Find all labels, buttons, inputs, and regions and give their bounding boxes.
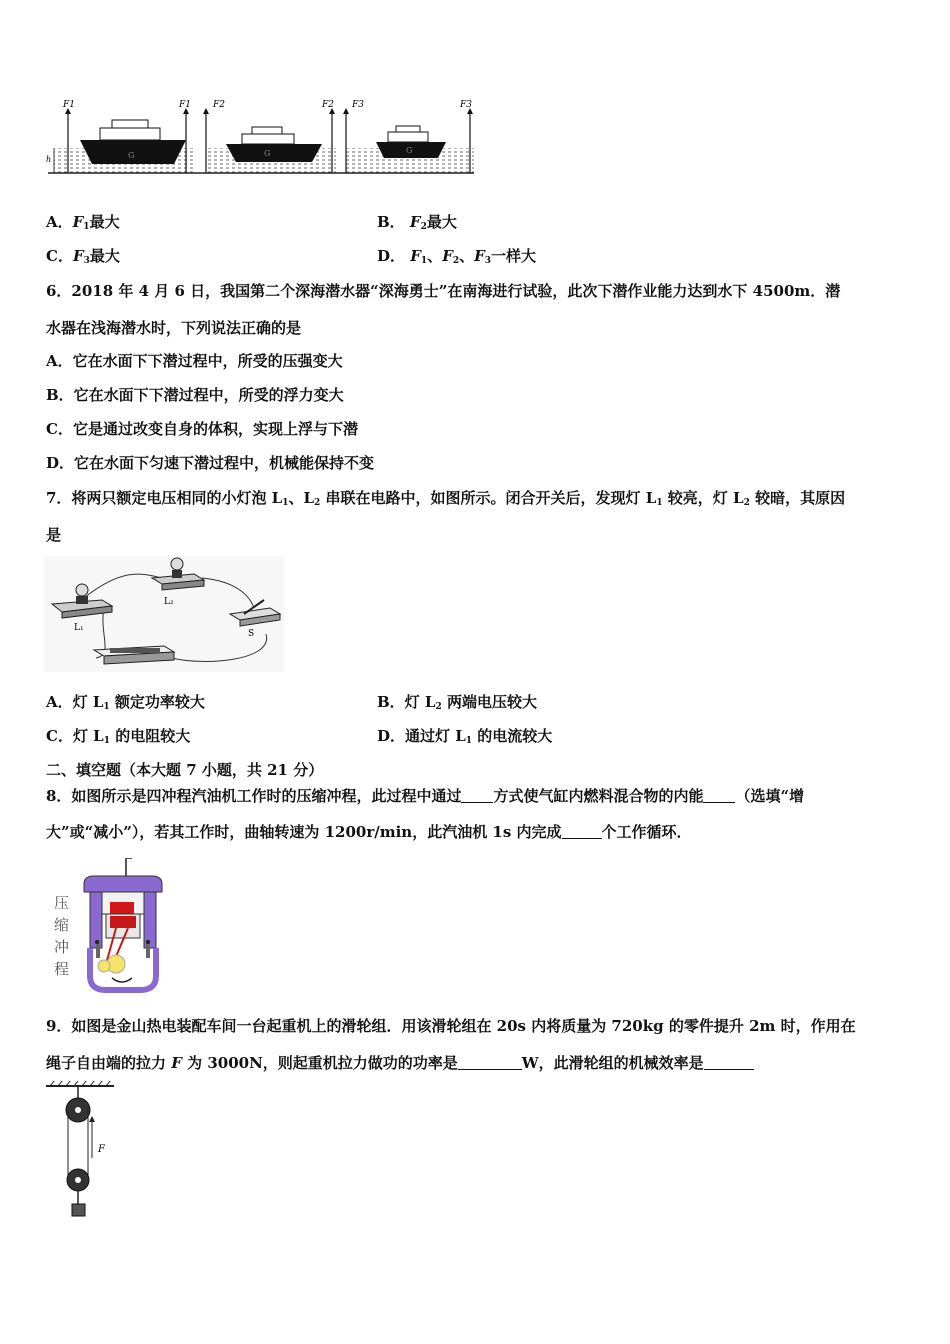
q6-option-a[interactable]: A．它在水面下下潜过程中，所受的压强变大: [46, 352, 343, 370]
q8-stem-line1: 8．如图所示是四冲程汽油机工作时的压缩冲程，此过程中通过 方式使气缸内燃料混合物的内能 （选填“增: [46, 787, 805, 805]
q6-option-d[interactable]: D．它在水面下匀速下潜过程中，机械能保持不变: [46, 454, 375, 472]
boat-panel-2: [203, 100, 336, 173]
q9-pulley-figure: [44, 1080, 118, 1224]
q5-option-d[interactable]: D． $F_1$、$F_2$、$F_3$一样大: [377, 247, 537, 266]
g1-label: G: [128, 151, 135, 160]
q5-boats-figure: [46, 98, 476, 178]
q9-stem-line2: 绳子自由端的拉力 F 为 3000N，则起重机拉力做功的功率是 W，此滑轮组的机械效率是: [46, 1053, 754, 1073]
compression-label-vertical: 压 缩 冲 程: [54, 894, 70, 978]
q5-option-c[interactable]: C．$F_3$最大: [46, 247, 120, 266]
q5-option-b[interactable]: B． $F_2$最大: [377, 213, 457, 232]
q6-option-c[interactable]: C．它是通过改变自身的体积，实现上浮与下潜: [46, 420, 358, 438]
l2-label: L₂: [164, 597, 174, 607]
s-label: S: [248, 629, 255, 639]
q8-blank-1[interactable]: [461, 788, 493, 803]
q5-option-a[interactable]: A．$F_1$最大: [46, 213, 120, 232]
f1-left-label: F1: [63, 100, 75, 110]
l1-label: L₁: [74, 623, 84, 633]
q7-stem-line1: 7．将两只额定电压相同的小灯泡 $L_1$、$L_2$ 串联在电路中，如图所示。闭合开关后，发现灯 $L_1$ 较亮，灯 $L_2$ 较暗，其原因: [46, 489, 846, 508]
f2-left-label: F2: [213, 100, 225, 110]
q7-option-d[interactable]: D．通过灯 $L_1$ 的电流较大: [377, 727, 553, 746]
h-label: h: [46, 155, 52, 164]
q6-stem-line1: 6．2018 年 4 月 6 日，我国第二个深海潜水器“深海勇士”在南海进行试验，此次下潜作业能力达到水下 4500m．潜: [46, 282, 841, 300]
q6-option-b[interactable]: B．它在水面下下潜过程中，所受的浮力变大: [46, 386, 344, 404]
g2-label: G: [264, 149, 271, 158]
q6-stem-line2: 水器在浅海潜水时，下列说法正确的是: [46, 319, 302, 337]
q8-stem-line2: 大”或“减小”），若其工作时，曲轴转速为 1200r/min，此汽油机 1s 内完成 个工作循环．: [46, 823, 692, 841]
q9-blank-1[interactable]: [458, 1055, 522, 1070]
boat-panel-1: [46, 100, 194, 173]
q8-engine-figure: [48, 858, 168, 994]
f1-right-label: F1: [179, 100, 191, 110]
f-force-label: F: [98, 1144, 105, 1155]
engine-drawing: [76, 858, 168, 994]
load-block: [72, 1204, 85, 1216]
q7-circuit-figure: [44, 556, 284, 672]
q7-option-a[interactable]: A．灯 $L_1$ 额定功率较大: [46, 693, 205, 712]
f3-right-label: F3: [460, 100, 472, 110]
q9-stem-line1: 9．如图是金山热电装配车间一台起重机上的滑轮组．用该滑轮组在 20s 内将质量为 720kg 的零件提升 2m 时，作用在: [46, 1017, 856, 1035]
q8-blank-3[interactable]: [562, 824, 602, 839]
q8-blank-2[interactable]: [703, 788, 735, 803]
section-heading-fill-blank: 二、填空题（本大题 7 小题，共 21 分）: [46, 761, 324, 779]
q7-stem-line2: 是: [46, 526, 62, 544]
f2-right-label: F2: [322, 100, 334, 110]
f3-left-label: F3: [352, 100, 364, 110]
boat-panel-3: [343, 100, 474, 173]
q7-option-b[interactable]: B．灯 $L_2$ 两端电压较大: [377, 693, 537, 712]
q7-option-c[interactable]: C．灯 $L_1$ 的电阻较大: [46, 727, 191, 746]
q9-blank-2[interactable]: [704, 1055, 754, 1070]
g3-label: G: [406, 146, 413, 155]
